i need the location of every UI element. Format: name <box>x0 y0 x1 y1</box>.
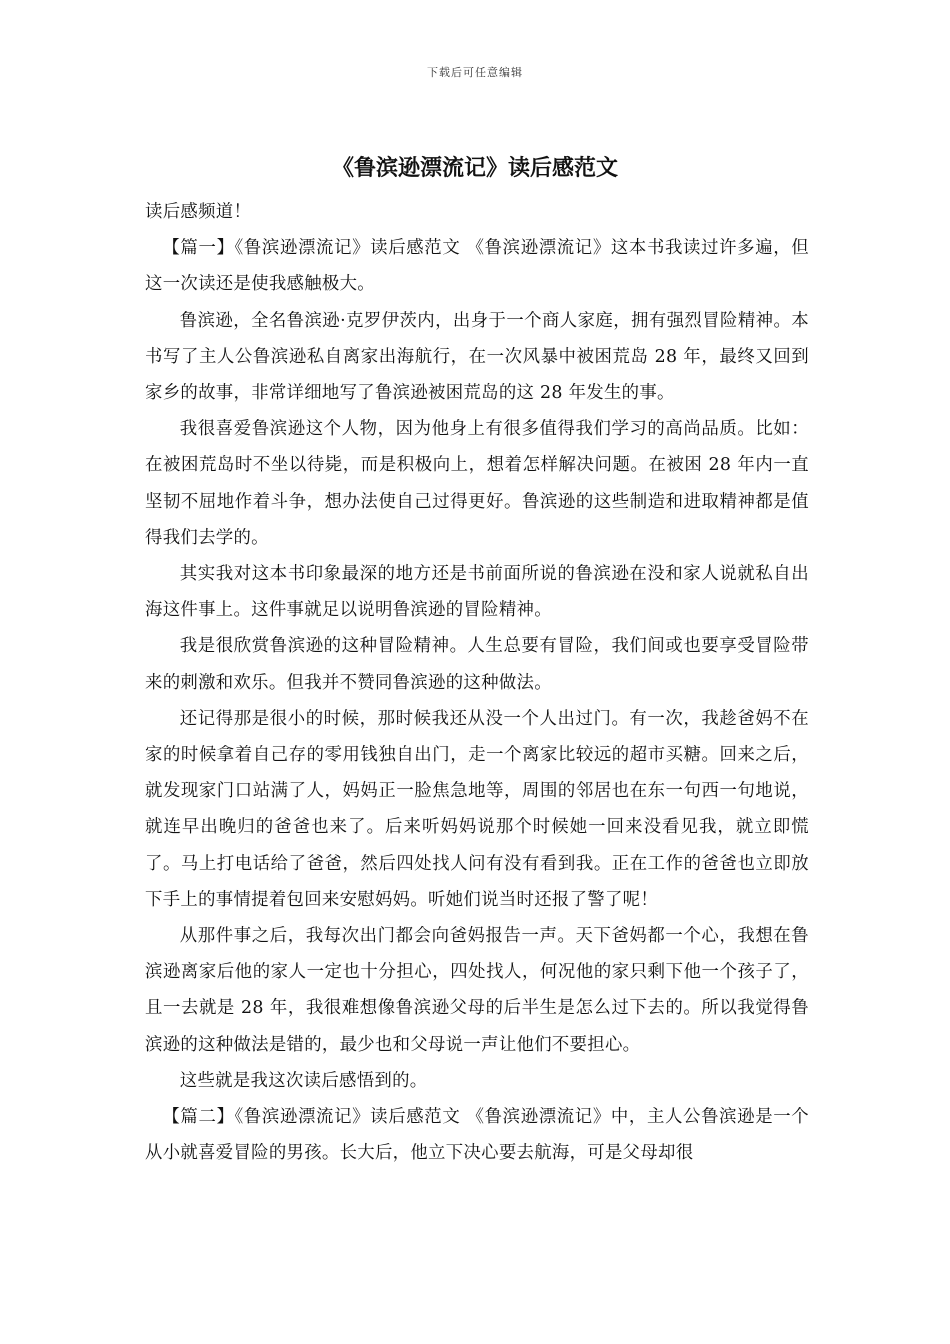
paragraph: 这些就是我这次读后感悟到的。 <box>179 1070 428 1091</box>
paragraph: 从那件事之后，我每次出门都会向爸妈报告一声。天下爸妈都一个心，我想在鲁滨逊离家后他的家人一定也十分担心，四处找人，何况他的家只剩下他一个孩子了，且一去就是 28 年，我很难想像鲁滨逊父母的后半生是怎么过下去的。所以我觉得鲁滨逊的这种做法是错的，最少也和父母说一声让他们不要担心。 <box>145 926 809 1055</box>
paragraph: 鲁滨逊，全名鲁滨逊·克罗伊茨内，出身于一个商人家庭，拥有强烈冒险精神。本书写了主人公鲁滨逊私自离家出海航行，在一次风暴中被困荒岛 28 年，最终又回到家乡的故事，非常详细地写了鲁滨逊被困荒岛的这 28 年发生的事。 <box>145 310 809 404</box>
paragraph-intro: 读后感频道！ <box>145 202 252 222</box>
paragraph: 其实我对这本书印象最深的地方还是书前面所说的鲁滨逊在没和家人说就私自出海这件事上。这件事就足以说明鲁滨逊的冒险精神。 <box>145 564 809 621</box>
paragraph: 我是很欣赏鲁滨逊的这种冒险精神。人生总要有冒险，我们间或也要享受冒险带来的刺激和欢乐。但我并不赞同鲁滨逊的这种做法。 <box>145 636 809 693</box>
document-body <box>145 194 809 1171</box>
paragraph-section-two-heading: 【篇二】《鲁滨逊漂流记》读后感范文 《鲁滨逊漂流记》中，主人公鲁滨逊是一个从小就喜爱冒险的男孩。长大后，他立下决心要去航海，可是父母却很 <box>145 1107 809 1164</box>
page-header: 下载后可任意编辑 <box>427 66 523 79</box>
paragraph: 我很喜爱鲁滨逊这个人物，因为他身上有很多值得我们学习的高尚品质。比如：在被困荒岛时不坐以待毙，而是积极向上，想着怎样解决问题。在被困 28 年内一直坚韧不屈地作着斗争，想办法使自己过得更好。鲁滨逊的这些制造和进取精神都是值得我们去学的。 <box>145 419 809 548</box>
paragraph: 还记得那是很小的时候，那时候我还从没一个人出过门。有一次，我趁爸妈不在家的时候拿着自己存的零用钱独自出门，走一个离家比较远的超市买糖。回来之后，就发现家门口站满了人，妈妈正一脸焦急地等，周围的邻居也在东一句西一句地说，就连早出晚归的爸爸也来了。后来听妈妈说那个时候她一回来没看见我，就立即慌了。马上打电话给了爸爸，然后四处找人问有没有看到我。正在工作的爸爸也立即放下手上的事情提着包回来安慰妈妈。听她们说当时还报了警了呢！ <box>145 708 809 910</box>
paragraph-section-one-heading: 【篇一】《鲁滨逊漂流记》读后感范文 《鲁滨逊漂流记》这本书我读过许多遍，但这一次读还是使我感触极大。 <box>145 238 809 295</box>
document-title: 《鲁滨逊漂流记》读后感范文 <box>331 155 618 181</box>
